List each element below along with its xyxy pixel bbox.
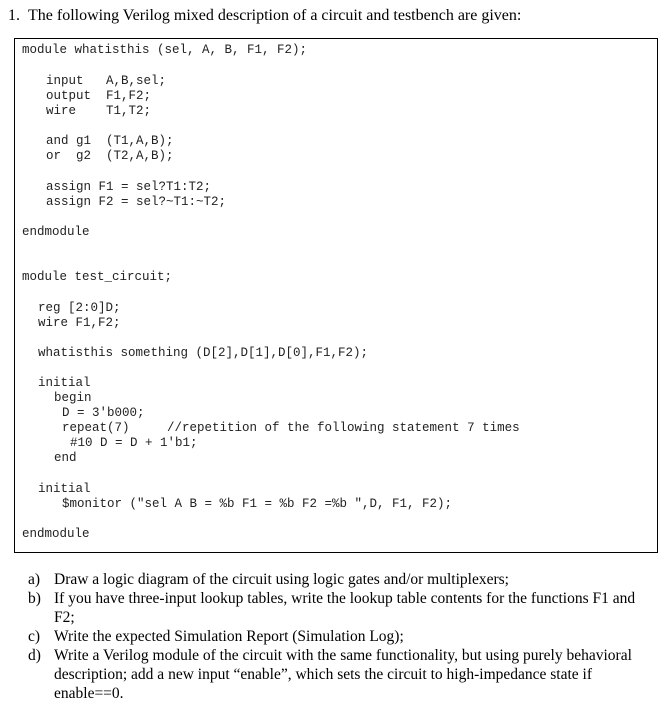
question-header <box>8 6 658 26</box>
code-line: #10 D = D + 1'b1; <box>70 436 198 450</box>
code-line: initial <box>38 482 91 496</box>
task-letter: c) <box>28 628 41 645</box>
task-text: Draw a logic diagram of the circuit using logic gates and/or multiplexers; <box>54 571 509 588</box>
code-line: initial <box>38 376 91 390</box>
task-letter: a) <box>28 571 41 588</box>
code-line: wire F1,F2; <box>38 316 121 330</box>
code-line: assign F2 = sel?~T1:~T2; <box>46 195 227 209</box>
code-line: wire T1,T2; <box>46 104 152 118</box>
task-item <box>28 589 658 627</box>
code-line: and g1 (T1,A,B); <box>46 134 174 148</box>
code-line: module test_circuit; <box>22 270 173 284</box>
code-line: $monitor ("sel A B = %b F1 = %b F2 =%b ",D, F1, F2); <box>62 497 453 511</box>
code-line: reg [2:0]D; <box>38 301 121 315</box>
code-listing <box>14 38 658 553</box>
task-letter: b) <box>28 590 41 607</box>
code-line: input A,B,sel; <box>46 74 167 88</box>
task-item <box>28 627 658 646</box>
code-line: or g2 (T2,A,B); <box>46 149 174 163</box>
question-number: 1. <box>8 7 20 24</box>
code-line: whatisthis something (D[2],D[1],D[0],F1,F2); <box>38 346 369 360</box>
code-line: end <box>54 451 77 465</box>
task-text: Write the expected Simulation Report (Simulation Log); <box>54 628 404 645</box>
code-line: repeat(7) //repetition of the following statement 7 times <box>62 421 520 435</box>
task-text: If you have three-input lookup tables, write the lookup table contents for the functions F1 and F2; <box>54 590 636 626</box>
task-item <box>28 646 658 703</box>
question-text: The following Verilog mixed description of a circuit and testbench are given: <box>28 7 522 24</box>
task-list <box>28 570 658 703</box>
task-item <box>28 570 658 589</box>
code-line: endmodule <box>22 225 90 239</box>
task-text: Write a Verilog module of the circuit with the same functionality, but using purely behavioral description; add a new input “enable”, which sets the circuit to high-impedance state if enable==0. <box>54 647 632 702</box>
code-line: begin <box>54 391 92 405</box>
code-line: assign F1 = sel?T1:T2; <box>46 180 212 194</box>
task-letter: d) <box>28 647 41 664</box>
code-line: D = 3'b000; <box>62 406 145 420</box>
code-line: module whatisthis (sel, A, B, F1, F2); <box>22 43 308 57</box>
code-line: output F1,F2; <box>46 89 152 103</box>
code-line: endmodule <box>22 527 90 541</box>
